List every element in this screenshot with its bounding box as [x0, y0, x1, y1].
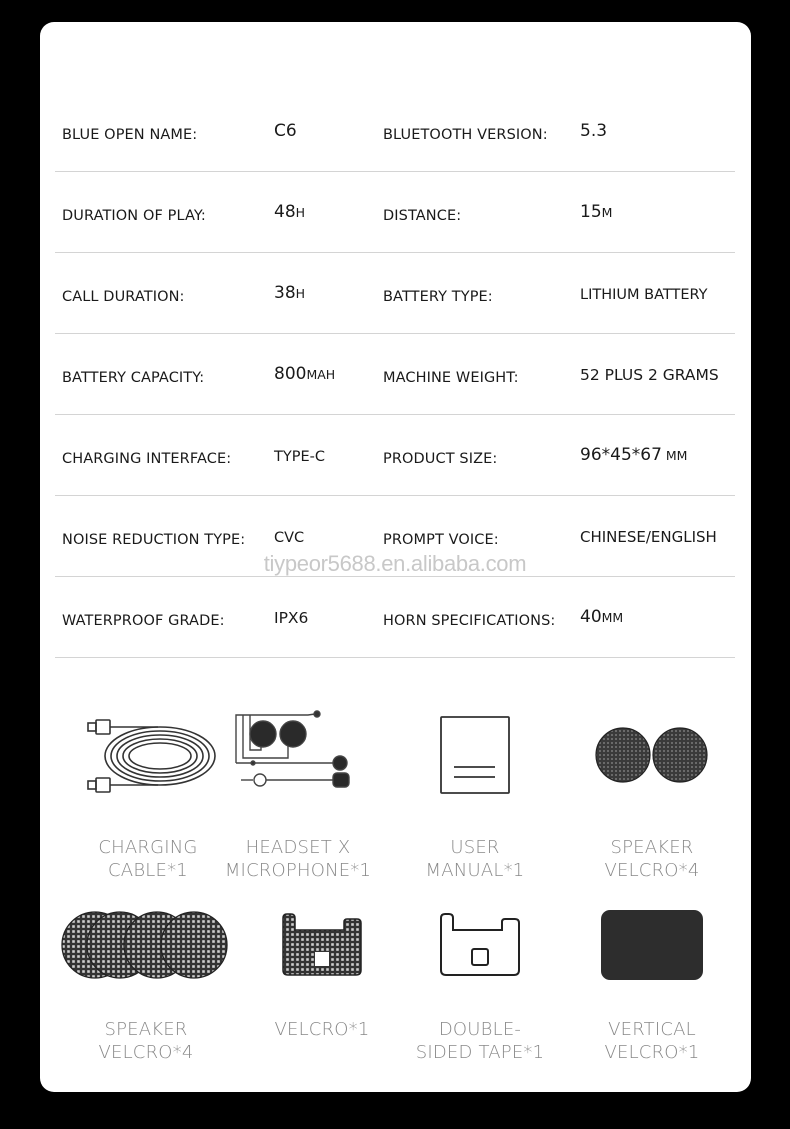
- spec-label: NOISE REDUCTION TYPE:: [62, 532, 246, 548]
- spec-value: 5.3: [580, 121, 608, 141]
- accessory-label: VERTICAL: [608, 1019, 696, 1040]
- spec-row: [55, 334, 735, 415]
- spec-sheet-card: [40, 22, 751, 1092]
- accessory-label: CHARGING: [98, 837, 198, 858]
- spec-value: 38H: [274, 283, 306, 303]
- spec-table: [55, 112, 735, 658]
- speaker-velcro-four-icon: [61, 909, 231, 981]
- spec-label: BATTERY CAPACITY:: [62, 370, 205, 386]
- vertical-velcro-icon: [600, 909, 704, 981]
- accessory-velcro: [232, 900, 412, 1041]
- spec-value: 800MAH: [274, 364, 336, 384]
- spec-value: 40MM: [580, 607, 624, 627]
- spec-row: [55, 496, 735, 577]
- spec-label: BATTERY TYPE:: [383, 289, 493, 305]
- spec-value: IPX6: [274, 609, 309, 627]
- accessory-vertical-velcro: [562, 900, 742, 1064]
- user-manual-icon: [439, 715, 511, 795]
- accessory-user-manual: [385, 710, 565, 882]
- spec-label: BLUE OPEN NAME:: [62, 127, 198, 143]
- spec-value: 52 PLUS 2 GRAMS: [580, 366, 719, 384]
- accessory-label: SIDED TAPE*1: [415, 1042, 545, 1063]
- accessory-headset-microphone: [208, 710, 388, 882]
- spec-label: PROMPT VOICE:: [383, 532, 499, 548]
- accessory-label: SPEAKER: [610, 837, 694, 858]
- accessory-label: DOUBLE-: [438, 1019, 522, 1040]
- spec-label: MACHINE WEIGHT:: [383, 370, 519, 386]
- spec-row: [55, 253, 735, 334]
- spec-label: DURATION OF PLAY:: [62, 208, 206, 224]
- accessory-label: CABLE*1: [108, 860, 188, 881]
- spec-label: HORN SPECIFICATIONS:: [383, 613, 556, 629]
- speaker-velcro-pair-icon: [594, 725, 710, 785]
- spec-label: BLUETOOTH VERSION:: [383, 127, 548, 143]
- accessory-label: MANUAL*1: [425, 860, 525, 881]
- spec-label: DISTANCE:: [383, 208, 462, 224]
- spec-value: TYPE-C: [274, 449, 325, 465]
- spec-value: LITHIUM BATTERY: [580, 287, 708, 303]
- accessory-label: USER: [450, 837, 500, 858]
- spec-row: [55, 112, 735, 172]
- velcro-icon: [280, 912, 364, 978]
- accessory-label: HEADSET X: [245, 837, 351, 858]
- spec-label: WATERPROOF GRADE:: [62, 613, 225, 629]
- spec-value: 15M: [580, 202, 613, 222]
- spec-row: [55, 172, 735, 253]
- accessory-double-sided-tape: [390, 900, 570, 1064]
- accessory-speaker-velcro-four: [56, 900, 236, 1064]
- accessory-label: VELCRO*4: [98, 1042, 194, 1063]
- accessory-label: MICROPHONE*1: [224, 860, 372, 881]
- spec-value: 48H: [274, 202, 306, 222]
- spec-value: CHINESE/ENGLISH: [580, 528, 717, 546]
- watermark: tiypeor5688.en.alibaba.com: [263, 551, 527, 576]
- spec-label: PRODUCT SIZE:: [383, 451, 498, 467]
- spec-value: CVC: [274, 530, 305, 546]
- spec-value: C6: [274, 121, 297, 141]
- accessory-label: VELCRO*4: [604, 860, 700, 881]
- headset-microphone-icon: [233, 710, 363, 800]
- spec-label: CHARGING INTERFACE:: [62, 451, 232, 467]
- accessory-label: SPEAKER: [104, 1019, 188, 1040]
- spec-row: [55, 415, 735, 496]
- spec-row: [55, 577, 735, 658]
- spec-label: CALL DURATION:: [62, 289, 185, 305]
- double-sided-tape-icon: [438, 912, 522, 978]
- spec-value: 96*45*67 MM: [580, 445, 688, 465]
- accessory-speaker-velcro-pair: [562, 710, 742, 882]
- charging-cable-icon: [78, 715, 218, 795]
- accessory-label: VELCRO*1: [274, 1019, 370, 1040]
- accessory-label: VELCRO*1: [604, 1042, 700, 1063]
